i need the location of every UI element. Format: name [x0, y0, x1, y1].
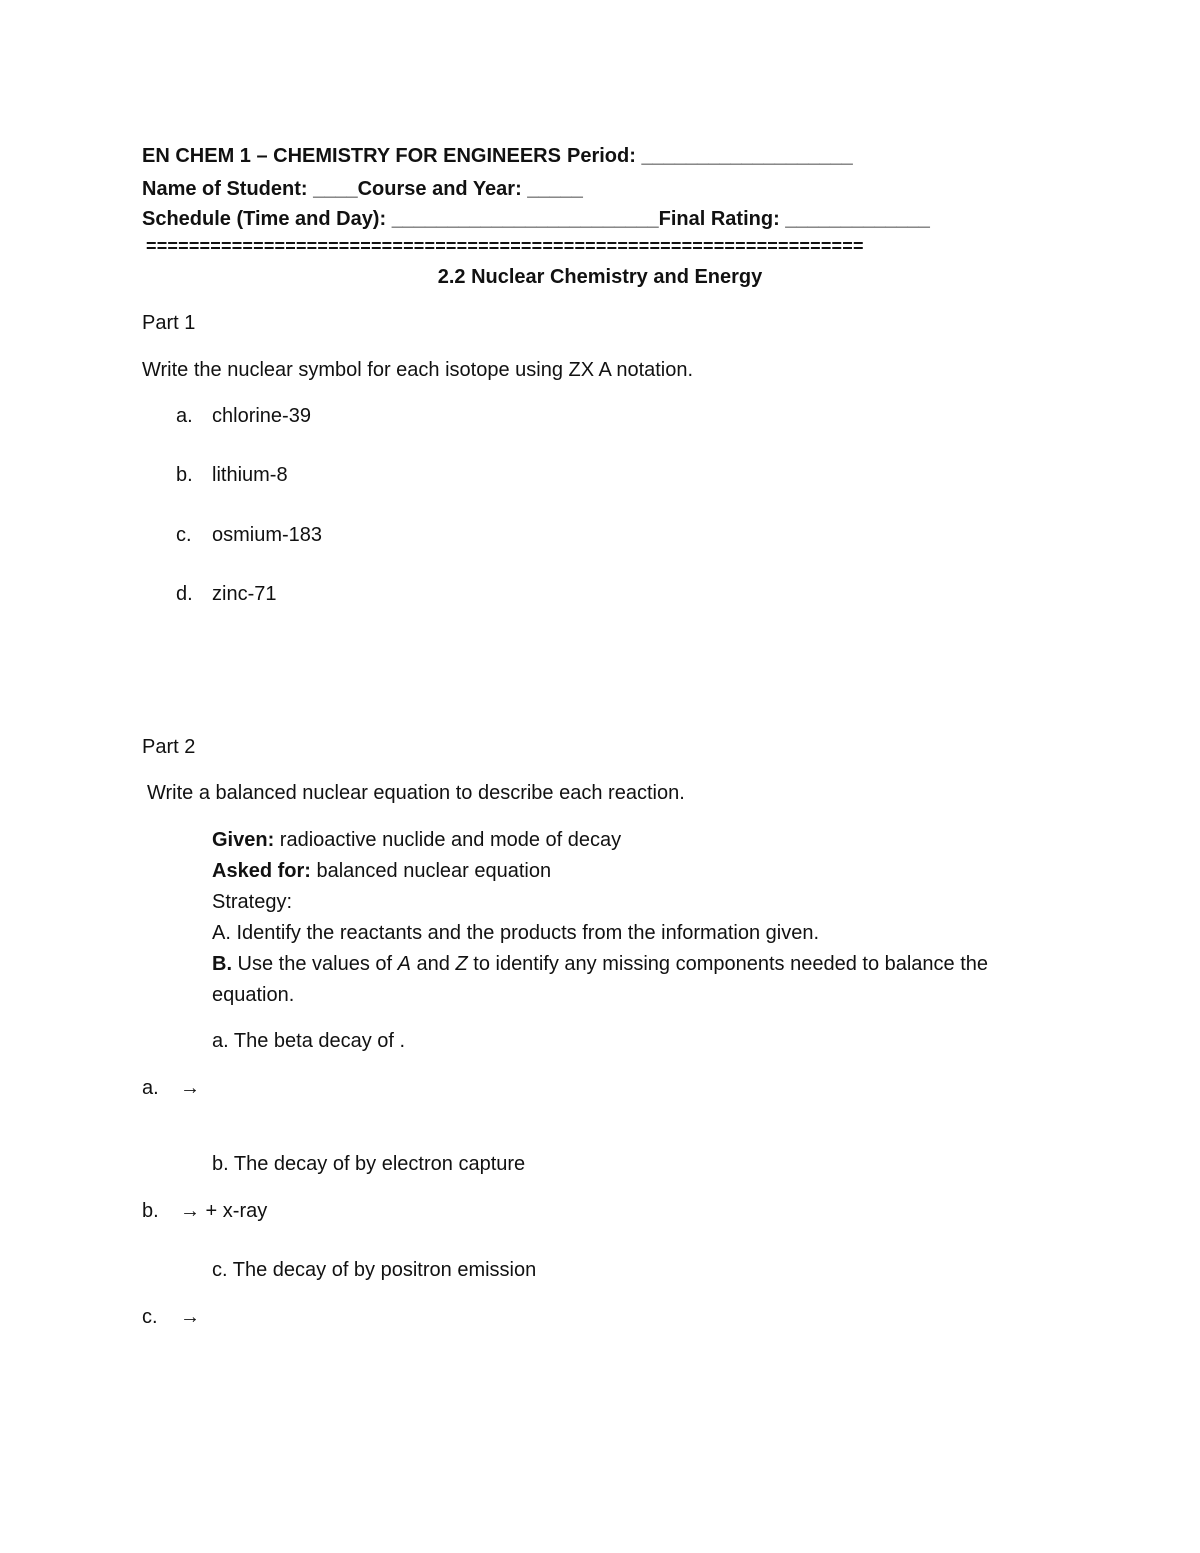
period-field: Period: ___________________: [567, 145, 853, 167]
given-line: [212, 828, 621, 852]
list-item-letter: c.: [176, 524, 192, 546]
list-item: lithium-8: [212, 464, 288, 486]
strategy-label: Strategy:: [212, 891, 293, 913]
header-separator: ===================================================================: [146, 236, 864, 256]
step-b-a-symbol: A: [397, 953, 411, 975]
asked-label: Asked for:: [212, 860, 311, 882]
student-course-field: Name of Student: ____Course and Year: _____: [142, 178, 583, 200]
answer-equation: →: [180, 1077, 200, 1099]
list-item: osmium-183: [212, 524, 323, 546]
list-item-letter: d.: [176, 583, 193, 605]
question-prompt: b. The decay of by electron capture: [212, 1153, 526, 1175]
step-b-post: to identify any missing components needed to balance the: [467, 953, 989, 975]
course-title: EN CHEM 1 – CHEMISTRY FOR ENGINEERS: [142, 145, 561, 167]
asked-line: [212, 859, 551, 883]
schedule-rating-field: Schedule (Time and Day): ________________________Final Rating: _____________: [142, 208, 930, 230]
strategy-step-b-cont: equation.: [212, 984, 295, 1006]
part2-instruction: Write a balanced nuclear equation to describe each reaction.: [147, 782, 685, 804]
strategy-step-a: A. Identify the reactants and the products from the information given.: [212, 922, 820, 944]
step-b-mid: and: [411, 953, 456, 975]
given-label: Given:: [212, 829, 275, 851]
step-b-z-symbol: Z: [455, 953, 468, 975]
question-prompt: a. The beta decay of .: [212, 1030, 406, 1052]
list-item-letter: a.: [176, 405, 193, 427]
part2-heading: Part 2: [142, 736, 196, 758]
list-item-letter: b.: [176, 464, 193, 486]
list-item: zinc-71: [212, 583, 277, 605]
list-item: chlorine-39: [212, 405, 311, 427]
given-text: radioactive nuclide and mode of decay: [274, 829, 622, 851]
answer-equation: → + x-ray: [180, 1200, 268, 1222]
step-b-label: B.: [212, 953, 232, 975]
part1-heading: Part 1: [142, 312, 196, 334]
answer-letter: a.: [142, 1077, 159, 1099]
answer-letter: c.: [142, 1306, 158, 1328]
page-title: 2.2 Nuclear Chemistry and Energy: [437, 266, 763, 288]
step-b-pre: Use the values of: [232, 953, 398, 975]
part1-instruction: Write the nuclear symbol for each isotope using ZX A notation.: [142, 359, 694, 381]
strategy-step-b: [212, 952, 988, 976]
answer-letter: b.: [142, 1200, 159, 1222]
question-prompt: c. The decay of by positron emission: [212, 1259, 537, 1281]
answer-equation: →: [180, 1306, 200, 1328]
asked-text: balanced nuclear equation: [310, 860, 552, 882]
